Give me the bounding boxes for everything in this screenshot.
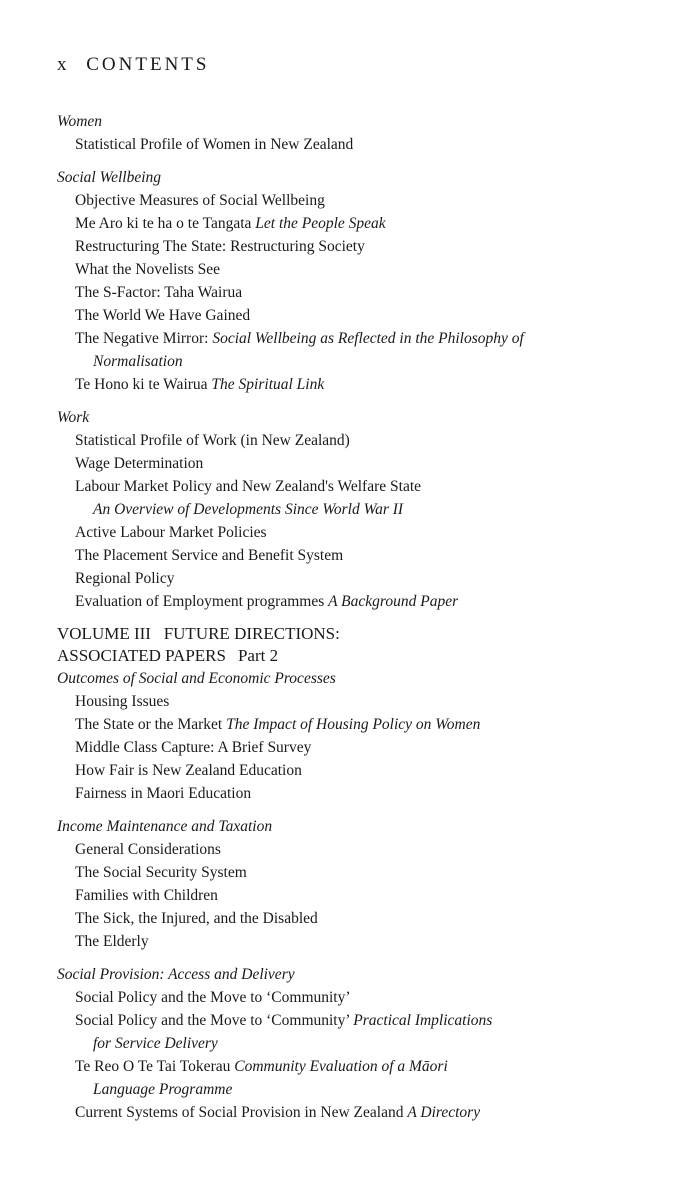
toc-entry: [57, 304, 667, 327]
entry-title: Housing Issues: [75, 693, 170, 710]
entry-title: Restructuring The State: Restructuring Society: [75, 238, 365, 255]
section-heading: Outcomes of Social and Economic Processes: [57, 670, 336, 687]
toc-entry: [57, 690, 667, 713]
entry-title: Objective Measures of Social Wellbeing: [75, 192, 325, 209]
volume-heading-line-2: [57, 645, 667, 667]
entry-subtitle: Practical Implications: [353, 1012, 493, 1029]
entry-title: Middle Class Capture: A Brief Survey: [75, 739, 312, 756]
entry-subtitle: A Directory: [407, 1104, 481, 1121]
entry-title: Families with Children: [75, 887, 218, 904]
entry-title: Social Policy and the Move to ‘Community’: [75, 1012, 350, 1029]
entry-title: The Placement Service and Benefit System: [75, 547, 344, 564]
entry-continuation-text: for Service Delivery: [93, 1035, 218, 1052]
toc-entry: [57, 133, 667, 156]
toc-entry: [57, 736, 667, 759]
section-heading: Social Wellbeing: [57, 169, 162, 186]
entry-continuation-text: Language Programme: [93, 1081, 233, 1098]
entry-title: Te Hono ki te Wairua: [75, 376, 208, 393]
section-heading: Work: [57, 409, 90, 426]
toc-entry: [57, 281, 667, 304]
toc-entry: [57, 930, 667, 953]
entry-title: Wage Determination: [75, 455, 204, 472]
entry-title: Te Reo O Te Tai Tokerau: [75, 1058, 231, 1075]
running-head-title: CONTENTS: [86, 54, 210, 75]
sections-part-a: [57, 110, 667, 613]
entry-continuation: [57, 1078, 667, 1101]
entry-title: General Considerations: [75, 841, 221, 858]
toc-entry: [57, 590, 667, 613]
entry-title: Statistical Profile of Work (in New Zealand): [75, 432, 350, 449]
entry-title: Labour Market Policy and New Zealand's Welfare State: [75, 478, 422, 495]
toc-section: [57, 667, 667, 805]
toc-entry: [57, 475, 667, 498]
toc-entry: [57, 907, 667, 930]
toc-entry: [57, 861, 667, 884]
toc-entry: [57, 759, 667, 782]
toc-entry: [57, 235, 667, 258]
toc-entry: [57, 782, 667, 805]
entry-title: Social Policy and the Move to ‘Community’: [75, 989, 351, 1006]
entry-title: Me Aro ki te ha o te Tangata: [75, 215, 252, 232]
toc-entry: [57, 838, 667, 861]
toc-entry: [57, 452, 667, 475]
toc-entry: [57, 1009, 667, 1032]
page-number: x: [57, 54, 67, 75]
entry-subtitle: A Background Paper: [328, 593, 459, 610]
entry-subtitle: Let the People Speak: [255, 215, 386, 232]
running-head: [57, 54, 209, 76]
toc-entry: [57, 567, 667, 590]
volume-part-label: Part 2: [237, 646, 279, 665]
entry-continuation-text: An Overview of Developments Since World War II: [93, 501, 404, 518]
entry-subtitle: The Spiritual Link: [211, 376, 325, 393]
toc-entry: [57, 713, 667, 736]
toc-section: [57, 110, 667, 156]
toc-entry: [57, 884, 667, 907]
toc-entry: [57, 521, 667, 544]
entry-title: Statistical Profile of Women in New Zealand: [75, 136, 354, 153]
toc-entry: [57, 373, 667, 396]
entry-continuation: [57, 350, 667, 373]
entry-title: Evaluation of Employment programmes: [75, 593, 325, 610]
entry-title: The Social Security System: [75, 864, 247, 881]
sections-part-b: [57, 667, 667, 1124]
entry-title: The Negative Mirror:: [75, 330, 209, 347]
entry-title: The State or the Market: [75, 716, 223, 733]
entry-title: Fairness in Maori Education: [75, 785, 252, 802]
entry-title: Active Labour Market Policies: [75, 524, 267, 541]
volume-heading: [57, 623, 667, 667]
entry-subtitle: Community Evaluation of a Māori: [234, 1058, 448, 1075]
section-heading: Social Provision: Access and Delivery: [57, 966, 295, 983]
table-of-contents: [57, 110, 667, 1134]
volume-heading-associated: ASSOCIATED PAPERS: [57, 646, 226, 665]
toc-entry: [57, 258, 667, 281]
toc-entry: [57, 429, 667, 452]
toc-entry: [57, 189, 667, 212]
toc-entry: [57, 986, 667, 1009]
entry-continuation: [57, 498, 667, 521]
toc-section: [57, 406, 667, 613]
entry-title: The Sick, the Injured, and the Disabled: [75, 910, 318, 927]
entry-subtitle: Social Wellbeing as Reflected in the Philosophy of: [212, 330, 524, 347]
toc-entry: [57, 327, 667, 350]
section-heading: Women: [57, 113, 103, 130]
toc-entry: [57, 1101, 667, 1124]
entry-title: Current Systems of Social Provision in New Zealand: [75, 1104, 404, 1121]
toc-section: [57, 963, 667, 1124]
toc-section: [57, 815, 667, 953]
entry-title: How Fair is New Zealand Education: [75, 762, 302, 779]
volume-heading-line-1: VOLUME III FUTURE DIRECTIONS:: [57, 624, 340, 643]
toc-entry: [57, 212, 667, 235]
entry-title: Regional Policy: [75, 570, 175, 587]
section-heading: Income Maintenance and Taxation: [57, 818, 273, 835]
entry-title: The Elderly: [75, 933, 149, 950]
entry-continuation: [57, 1032, 667, 1055]
entry-subtitle: The Impact of Housing Policy on Women: [226, 716, 481, 733]
toc-section: [57, 166, 667, 396]
toc-entry: [57, 544, 667, 567]
entry-title: What the Novelists See: [75, 261, 221, 278]
entry-title: The World We Have Gained: [75, 307, 251, 324]
entry-title: The S-Factor: Taha Wairua: [75, 284, 243, 301]
entry-continuation-text: Normalisation: [93, 353, 183, 370]
toc-entry: [57, 1055, 667, 1078]
